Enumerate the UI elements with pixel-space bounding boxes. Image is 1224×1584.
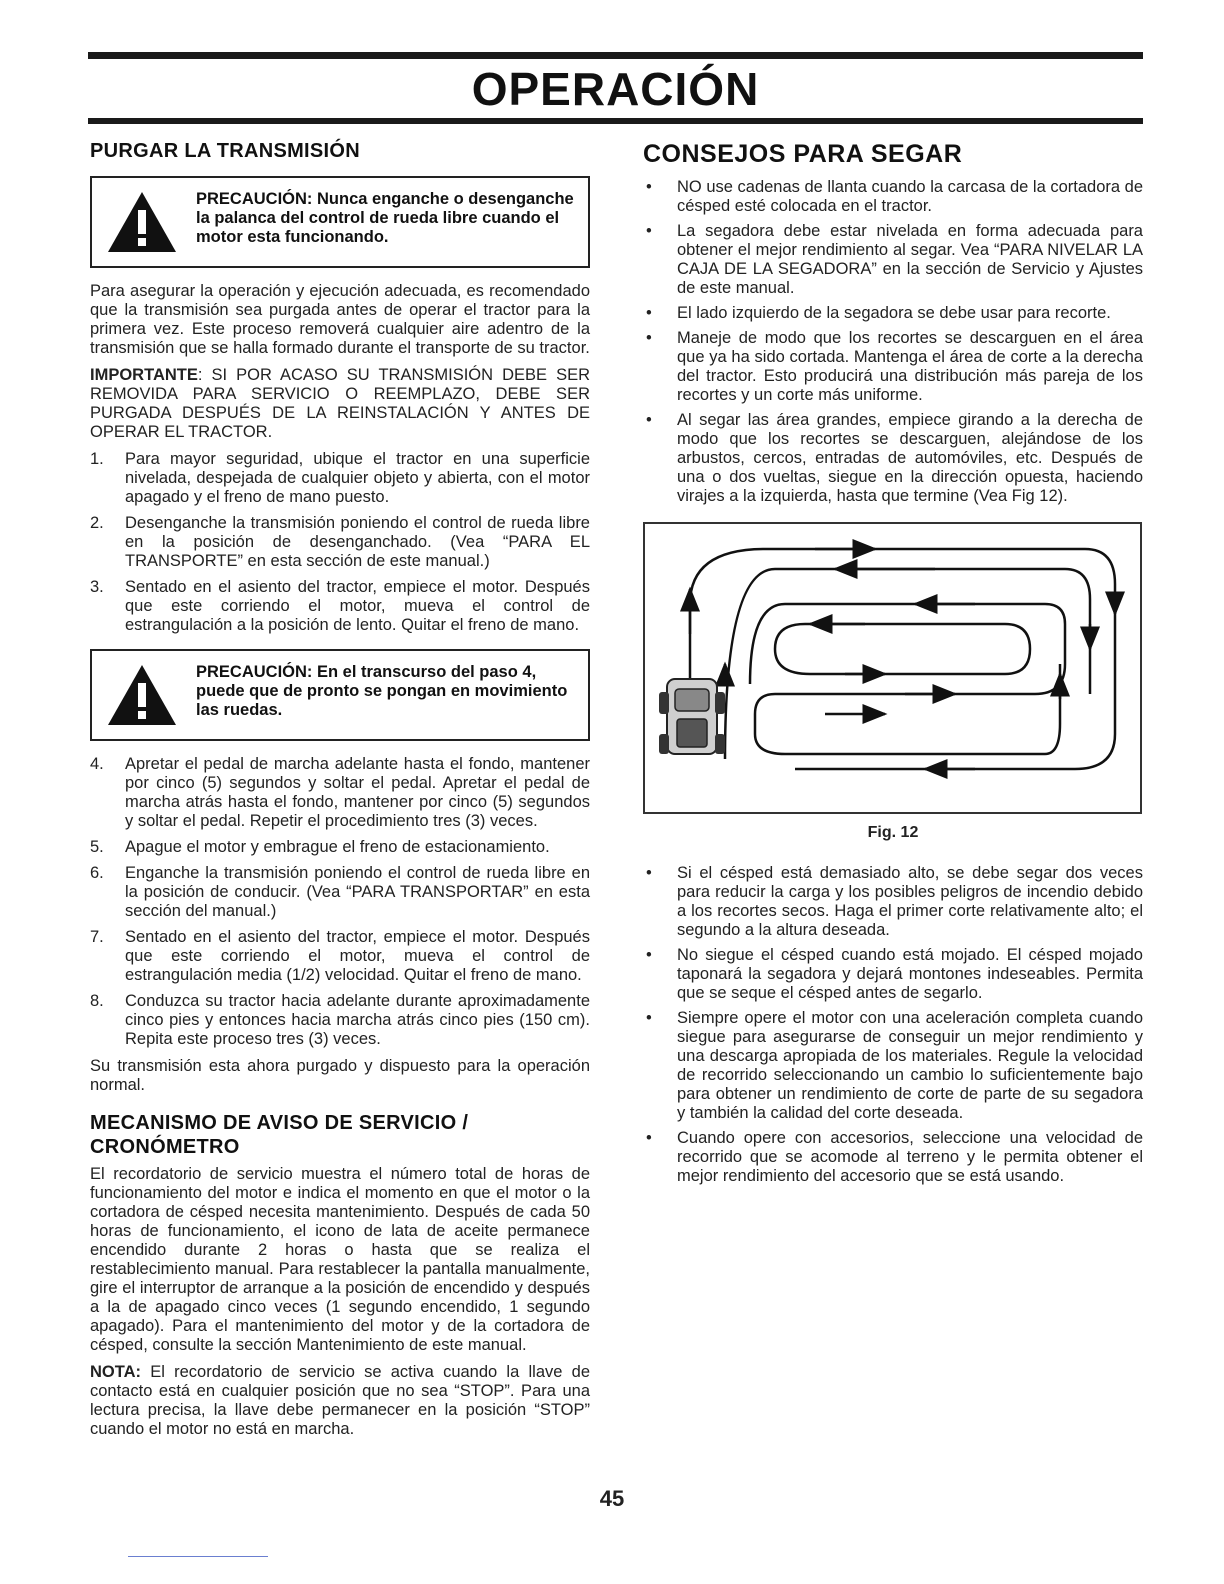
step-number: 2. — [90, 514, 104, 532]
step-text: Desenganche la transmisión poniendo el control de rueda libre en la posición de desenganchado. (Vea “PARA EL TRANSPORTE” en esta sección de este manual.) — [125, 514, 590, 570]
step-text: Sentado en el asiento del tractor, empiece el motor. Después que este corriendo el motor, mueva el control de estrangulación media (1/2) velocidad. Quitar el freno de mano. — [125, 928, 590, 984]
step-number: 6. — [90, 864, 104, 882]
step-number: 4. — [90, 755, 104, 773]
tip-text: No siegue el césped cuando está mojado. El césped mojado taponará la segadora y dejará montones indeseables. Permita que se seque el césped antes de segarlo. — [677, 946, 1143, 1002]
nota-label: NOTA: — [90, 1363, 142, 1381]
nota-text: El recordatorio de servicio se activa cuando la llave de contacto está en cualquier posición que no sea “STOP”. Para una lectura precisa, la llave debe permanecer en la posición “STOP” cuando el motor no está en marcha. — [90, 1363, 590, 1438]
page-number: 45 — [599, 1486, 625, 1511]
page-title: OPERACIÓN — [471, 63, 760, 115]
caution-box-1 — [90, 176, 590, 268]
step-item — [90, 928, 590, 985]
tip-text: NO use cadenas de llanta cuando la carcasa de la cortadora de césped esté colocada en el tractor. — [677, 178, 1143, 215]
purgar-heading: PURGAR LA TRANSMISIÓN — [90, 140, 361, 162]
tip-item: • Cuando opere con accesorios, seleccione una velocidad de recorrido que se acomode al terreno y le permita obtener el mejor rendimiento del accesorio que se está usando. — [646, 1129, 1143, 1185]
tractor-illustration — [659, 679, 725, 754]
title-rule — [88, 118, 1143, 124]
consejos-heading: CONSEJOS PARA SEGAR — [643, 140, 963, 168]
tip-item: • Siempre opere el motor con una aceleración completa cuando siegue para asegurarse de conseguir un mejor rendimiento y una descarga apropiada de los materiales. Regule la velocidad de recorrido seleccionando un cambio lo suficientemente bajo para obtener un rendimiento de corte de parte de su segadora y también la calidad del corte deseada. — [646, 1009, 1143, 1122]
tips-list-a — [643, 178, 1143, 506]
important-note — [90, 366, 590, 442]
step-text: Para mayor seguridad, ubique el tractor en una superficie nivelada, despejada de cualquier objeto y abierta, con el motor apagado y el freno de mano puesto. — [125, 450, 590, 506]
steps-list-b — [90, 755, 590, 1049]
step-text: Enganche la transmisión poniendo el control de rueda libre en la posición de conducir. (Vea “PARA TRANSPORTAR” en esta sección del manual.) — [125, 864, 590, 920]
mecanismo-text: El recordatorio de servicio muestra el número total de horas de funcionamiento del motor e indica el momento en que el motor o la cortadora de césped necesita mantenimiento. Después de cada 50 horas de funcionamiento, el icono de lata de aceite permanece encendido durante 2 horas o hasta que se realiza el restablecimiento manual. Para restablecer la pantalla manualmente, gire el interruptor de arranque a la posición de encendido y después a la de apagado cinco veces (1 segundo encendido, 1 segundo apagado). Para el mantenimiento del motor y de la cortadora de césped, consulte la sección Mantenimiento de este manual. — [90, 1165, 590, 1354]
footer-underline — [128, 1556, 268, 1557]
step-item — [90, 450, 590, 507]
mowing-pattern-figure — [643, 522, 1142, 814]
tip-item: • El lado izquierdo de la segadora se debe usar para recorte. — [646, 304, 1111, 322]
tip-item: • La segadora debe estar nivelada en forma adecuada para obtener el mejor rendimiento al segar. Vea “PARA NIVELAR LA CAJA DE LA SEGADORA” en la sección de Servicio y Ajustes de este manual. — [646, 222, 1143, 297]
steps-list-a — [90, 450, 590, 635]
step-item — [90, 578, 590, 635]
step-number: 7. — [90, 928, 104, 946]
top-rule — [88, 52, 1143, 59]
step-number: 3. — [90, 578, 104, 596]
step-item — [90, 838, 590, 857]
nota — [90, 1363, 590, 1439]
tip-item: • No siegue el césped cuando está mojado. El césped mojado taponará la segadora y dejará montones indeseables. Permita que se seque el césped antes de segarlo. — [646, 946, 1143, 1002]
step-number: 8. — [90, 992, 104, 1010]
tip-item: • NO use cadenas de llanta cuando la carcasa de la cortadora de césped esté colocada en el tractor. — [646, 178, 1143, 215]
tip-text: Siempre opere el motor con una aceleración completa cuando siegue para asegurarse de conseguir un mejor rendimiento y una descarga apropiada de los materiales. Regule la velocidad de recorrido seleccionando un cambio lo suficientemente bajo para obtener un rendimiento de corte de parte de su segadora y también la calidad del corte deseada. — [677, 1009, 1143, 1122]
tip-text: La segadora debe estar nivelada en forma adecuada para obtener el mejor rendimiento al segar. Vea “PARA NIVELAR LA CAJA DE LA SEGADORA” en la sección de Servicio y Ajustes de este manual. — [677, 222, 1143, 297]
purgar-intro: Para asegurar la operación y ejecución adecuada, es recomendado que la transmisión sea purgada antes de operar el tractor para la primera vez. Este proceso removerá cualquier aire adentro de la transmisión que se halla formado durante el transporte de su tractor. — [90, 282, 590, 357]
tip-text: Si el césped está demasiado alto, se debe segar dos veces para reducir la carga y los posibles peligros de incendio debido a los recortes secos. Haga el primer corte relativamente alto; el segundo a la altura deseada. — [677, 864, 1143, 939]
mecanismo-heading: MECANISMO DE AVISO DE SERVICIO / CRONÓMETRO — [90, 1112, 469, 1158]
tip-text: El lado izquierdo de la segadora se debe usar para recorte. — [677, 304, 1111, 322]
mowing-pattern-diagram — [645, 524, 1140, 812]
important-label: IMPORTANTE — [90, 366, 198, 384]
tip-text: Maneje de modo que los recortes se descarguen en el área que ya ha sido cortada. Mantenga el área de corte a la derecha del tractor. Esto producirá una distribución más pareja de los recortes y un corte más uniforme. — [677, 329, 1143, 404]
warning-icon — [106, 663, 178, 727]
caution-text-2: PRECAUCIÓN: En el transcurso del paso 4, puede que de pronto se pongan en movimiento las ruedas. — [196, 663, 568, 719]
caution-box-2 — [90, 649, 590, 741]
step-text: Apretar el pedal de marcha adelante hasta el fondo, mantener por cinco (5) segundos y soltar el pedal. Apretar el pedal de marcha atrás hasta el fondo, mantener por cinco (5) segundos y soltar el pedal. Repetir el procedimiento tres (3) veces. — [125, 755, 590, 830]
caution-text-1: PRECAUCIÓN: Nunca enganche o desenganche la palanca del control de rueda libre cuando el motor esta funcionando. — [196, 190, 574, 246]
important-text: : SI POR ACASO SU TRANSMISIÓN DEBE SER REMOVIDA PARA SERVICIO O REEMPLAZO, DEBE SER PURGADA DESPUÉS DE LA REINSTALACIÓN Y ANTES DE OPERAR EL TRACTOR. — [90, 366, 590, 441]
purgar-closing: Su transmisión esta ahora purgado y dispuesto para la operación normal. — [90, 1057, 590, 1094]
tip-item: • Maneje de modo que los recortes se descarguen en el área que ya ha sido cortada. Mantenga el área de corte a la derecha del tractor. Esto producirá una distribución más pareja de los recortes y un corte más uniforme. — [646, 329, 1143, 404]
step-text: Sentado en el asiento del tractor, empiece el motor. Después que este corriendo el motor, mueva el control de estrangulación a la posición de lento. Quitar el freno de mano. — [125, 578, 590, 634]
step-item — [90, 864, 590, 921]
step-item — [90, 755, 590, 831]
step-number: 1. — [90, 450, 104, 468]
tip-text: Al segar las área grandes, empiece girando a la derecha de modo que los recortes se descarguen, alejándose de los arbustos, cercos, entradas de automóviles, etc. Después de una o dos vueltas, siegue en la dirección opuesta, haciendo virajes a la izquierda, hasta que termine (Vea Fig 12). — [677, 411, 1143, 505]
step-item — [90, 992, 590, 1049]
tip-item: • Al segar las área grandes, empiece girando a la derecha de modo que los recortes se descarguen, alejándose de los arbustos, cercos, entradas de automóviles, etc. Después de una o dos vueltas, siegue en la dirección opuesta, haciendo virajes a la izquierda, hasta que termine (Vea Fig 12). — [646, 411, 1143, 505]
step-number: 5. — [90, 838, 104, 856]
step-text: Apague el motor y embrague el freno de estacionamiento. — [125, 838, 550, 856]
right-column — [643, 140, 1143, 1192]
tip-item: • Si el césped está demasiado alto, se debe segar dos veces para reducir la carga y los posibles peligros de incendio debido a los recortes secos. Haga el primer corte relativamente alto; el segundo a la altura deseada. — [646, 864, 1143, 939]
step-item — [90, 514, 590, 571]
tip-text: Cuando opere con accesorios, seleccione una velocidad de recorrido que se acomode al terreno y le permita obtener el mejor rendimiento del accesorio que se está usando. — [677, 1129, 1143, 1185]
tips-list-b — [643, 864, 1143, 1186]
figure-caption: Fig. 12 — [867, 824, 919, 841]
step-text: Conduzca su tractor hacia adelante durante aproximadamente cinco pies y entonces hacia marcha atrás cinco pies (150 cm). Repita este proceso tres (3) veces. — [125, 992, 590, 1048]
left-column — [90, 140, 590, 1447]
warning-icon — [106, 190, 178, 254]
